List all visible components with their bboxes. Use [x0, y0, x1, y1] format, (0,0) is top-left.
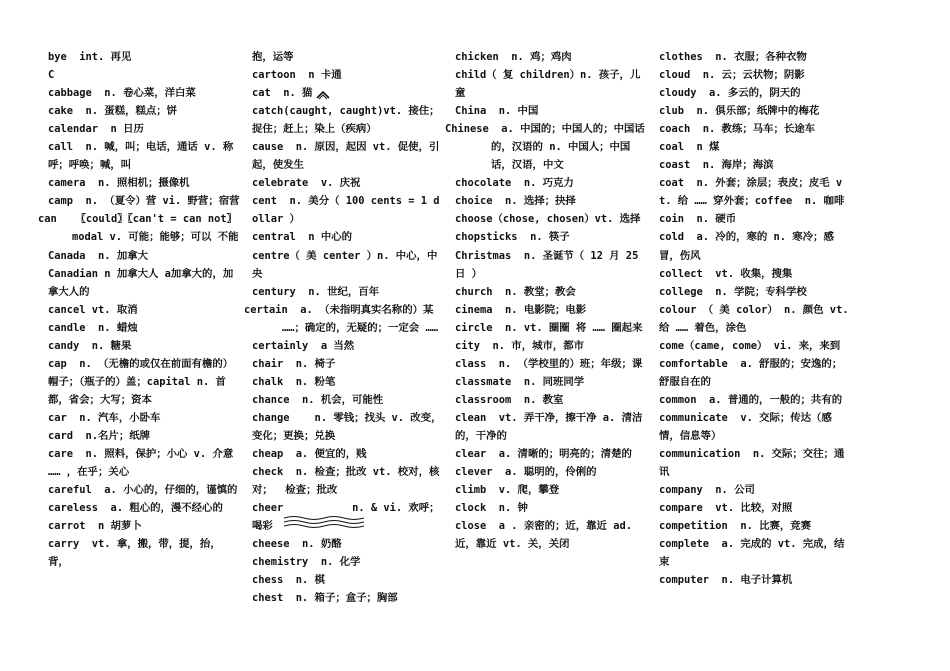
entry-classroom: classroom n. 教室: [455, 393, 564, 406]
entry-colour: colour （ 美 color） n. 颜色 vt. 给 …… 着色，涂色: [659, 303, 855, 334]
entry-carry-cont: 抱，运等: [252, 51, 294, 63]
entry-calendar: calendar n 日历: [48, 123, 144, 136]
entry-carrot: carrot n 胡萝卜: [48, 520, 142, 533]
section-letter-c: C: [48, 69, 55, 82]
entry-coal: coal n 煤: [659, 141, 720, 154]
entry-carry: carry vt. 拿，搬，带，提，抬，背，: [48, 538, 221, 569]
entry-chalk: chalk n. 粉笔: [252, 375, 336, 388]
entry-coat: coat n. 外套；涂层；表皮；皮毛 vt. 给 …… 穿外套；coffee n. 咖啡: [659, 177, 845, 208]
entry-communicate: communicate v. 交际；传达（感情，信息等）: [659, 411, 832, 442]
entry-come: come（came, come） vi. 来，来到: [659, 339, 841, 352]
entry-canadian: Canadian n 加拿大人 a加拿大的，加拿大人的: [48, 267, 234, 298]
entry-cloud: cloud n. 云；云状物；阴影: [659, 69, 805, 82]
entry-certainly: certainly a 当然: [252, 339, 355, 352]
entry-compare: compare vt. 比较，对照: [659, 502, 793, 515]
entry-care: care n. 照料，保护；小心 v. 介意 …… ，在乎；关心: [48, 448, 240, 479]
entry-chest: chest n. 箱子；盒子；胸部: [252, 592, 398, 605]
entry-cartoon: cartoon n 卡通: [252, 69, 342, 82]
entry-coin: coin n. 硬币: [659, 213, 737, 226]
entry-call: call n. 喊，叫；电话，通话 v. 称呼；呼唤；喊，叫: [48, 141, 234, 172]
entry-club: club n. 俱乐部；纸牌中的梅花: [659, 105, 820, 118]
word-column-1: [38, 48, 244, 571]
entry-communication: communication n. 交际；交往；通讯: [659, 448, 845, 479]
entry-careless: careless a. 粗心的，漫不经心的: [48, 502, 223, 515]
entry-chocolate: chocolate n. 巧克力: [455, 177, 574, 190]
entry-choose: choose（chose, chosen）vt. 选择: [455, 213, 641, 226]
entry-circle: circle n. vt. 圈圈 将 …… 圈起来: [455, 321, 643, 334]
word-column-4: [659, 48, 855, 589]
entry-cabbage: cabbage n. 卷心菜，洋白菜: [48, 87, 196, 100]
entry-cause: cause n. 原因，起因 vt. 促使，引起，使发生: [252, 141, 440, 172]
entry-collect: collect vt. 收集，搜集: [659, 267, 793, 280]
entry-chinese: Chinese a. 中国的；中国人的；中国话的，汉语的 n. 中国人；中国话，汉语，中文: [445, 123, 645, 172]
entry-cap: cap n. （无檐的或仅在前面有檐的）帽子；（瓶子的）盖；capital n. 首都，省会；大写；资本: [48, 357, 234, 406]
entry-chance: chance n. 机会，可能性: [252, 393, 384, 406]
entry-city: city n. 市，城市，都市: [455, 339, 585, 352]
entry-chess: chess n. 棋: [252, 574, 325, 587]
entry-central: central n 中心的: [252, 231, 352, 244]
entry-centre: centre（ 美 center ）n. 中心，中央: [252, 249, 438, 280]
entry-chopsticks: chopsticks n. 筷子: [455, 231, 570, 244]
entry-close: close a . 亲密的；近，靠近 ad. 近，靠近 vt. 关，关闭: [455, 520, 639, 551]
entry-cheer: cheer n. & vi. 欢呼； 喝彩: [252, 502, 453, 533]
entry-clever: clever a. 聪明的，伶俐的: [455, 466, 597, 479]
entry-cheese: cheese n. 奶酪: [252, 538, 342, 551]
entry-catch: catch(caught, caught)vt. 接住；捉住；赶上；染上（疾病）: [252, 105, 440, 136]
entry-camera: camera n. 照相机；摄像机: [48, 177, 190, 190]
entry-canada: Canada n. 加拿大: [48, 249, 148, 262]
entry-clothes: clothes n. 衣服；各种衣物: [659, 51, 807, 63]
entry-chemistry: chemistry n. 化学: [252, 556, 361, 569]
entry-comfortable: comfortable a. 舒服的；安逸的；舒服自在的: [659, 357, 843, 388]
entry-change: change n. 零钱；找头 v. 改变，变化；更换；兑换: [252, 411, 442, 442]
entry-cold: cold a. 冷的，寒的 n. 寒冷；感冒，伤风: [659, 231, 834, 262]
entry-celebrate: celebrate v. 庆祝: [252, 177, 361, 190]
entry-coast: coast n. 海岸；海滨: [659, 159, 774, 172]
entry-choice: choice n. 选择；抉择: [455, 195, 576, 208]
entry-classmate: classmate n. 同班同学: [455, 375, 585, 388]
entry-cinema: cinema n. 电影院；电影: [455, 303, 587, 316]
entry-chair: chair n. 椅子: [252, 357, 336, 370]
entry-china: China n. 中国: [455, 105, 539, 118]
entry-bye: bye int. 再见: [48, 51, 132, 63]
word-column-2: [244, 48, 453, 607]
entry-can: can 〖could〗〖can't = can not〗 modal v. 可能；能够；可以 不能: [38, 213, 244, 244]
entry-clock: clock n. 钟: [455, 502, 528, 515]
entry-clean: clean vt. 弄干净，擦干净 a. 清洁的，干净的: [455, 411, 643, 442]
entry-complete: complete a. 完成的 vt. 完成，结束: [659, 538, 845, 569]
entry-church: church n. 教堂；教会: [455, 285, 576, 298]
entry-card: card n.名片；纸牌: [48, 429, 150, 442]
entry-cat: cat n. 猫: [252, 87, 313, 100]
entry-cloudy: cloudy a. 多云的，阴天的: [659, 87, 801, 100]
entry-car: car n. 汽车，小卧车: [48, 411, 161, 424]
entry-clear: clear a. 清晰的；明亮的；清楚的: [455, 448, 632, 461]
entry-check: check n. 检查；批改 vt. 校对，核对； 检查；批改: [252, 466, 440, 497]
entry-class: class n. （学校里的）班；年级；课: [455, 357, 643, 370]
entry-climb: climb v. 爬，攀登: [455, 484, 560, 497]
entry-child: child（ 复 children）n. 孩子，儿童: [455, 69, 641, 100]
entry-cancel: cancel vt. 取消: [48, 303, 138, 316]
entry-camp: camp n. （夏令）营 vi. 野营；宿营: [48, 195, 240, 208]
entry-college: college n. 学院；专科学校: [659, 285, 807, 298]
entry-certain: certain a. （未指明真实名称的）某 ……；确定的，无疑的；一定会 ……: [244, 303, 440, 334]
entry-chicken: chicken n. 鸡；鸡肉: [455, 51, 572, 63]
entry-cent: cent n. 美分（ 100 cents = 1 dollar ）: [252, 195, 440, 226]
entry-careful: careful a. 小心的，仔细的，谨慎的: [48, 484, 238, 497]
entry-cake: cake n. 蛋糕，糕点；饼: [48, 105, 178, 118]
entry-candy: candy n. 糖果: [48, 339, 132, 352]
entry-competition: competition n. 比赛，竞赛: [659, 520, 812, 533]
entry-cheap: cheap a. 便宜的，贱: [252, 448, 367, 461]
entry-computer: computer n. 电子计算机: [659, 574, 793, 587]
word-column-3: [445, 48, 647, 553]
entry-coach: coach n. 教练；马车；长途车: [659, 123, 816, 136]
entry-common: common a. 普通的，一般的；共有的: [659, 393, 843, 406]
entry-candle: candle n. 蜡烛: [48, 321, 138, 334]
entry-company: company n. 公司: [659, 484, 755, 497]
entry-christmas: Christmas n. 圣诞节（ 12 月 25 日 ）: [455, 249, 645, 280]
entry-century: century n. 世纪，百年: [252, 285, 380, 298]
